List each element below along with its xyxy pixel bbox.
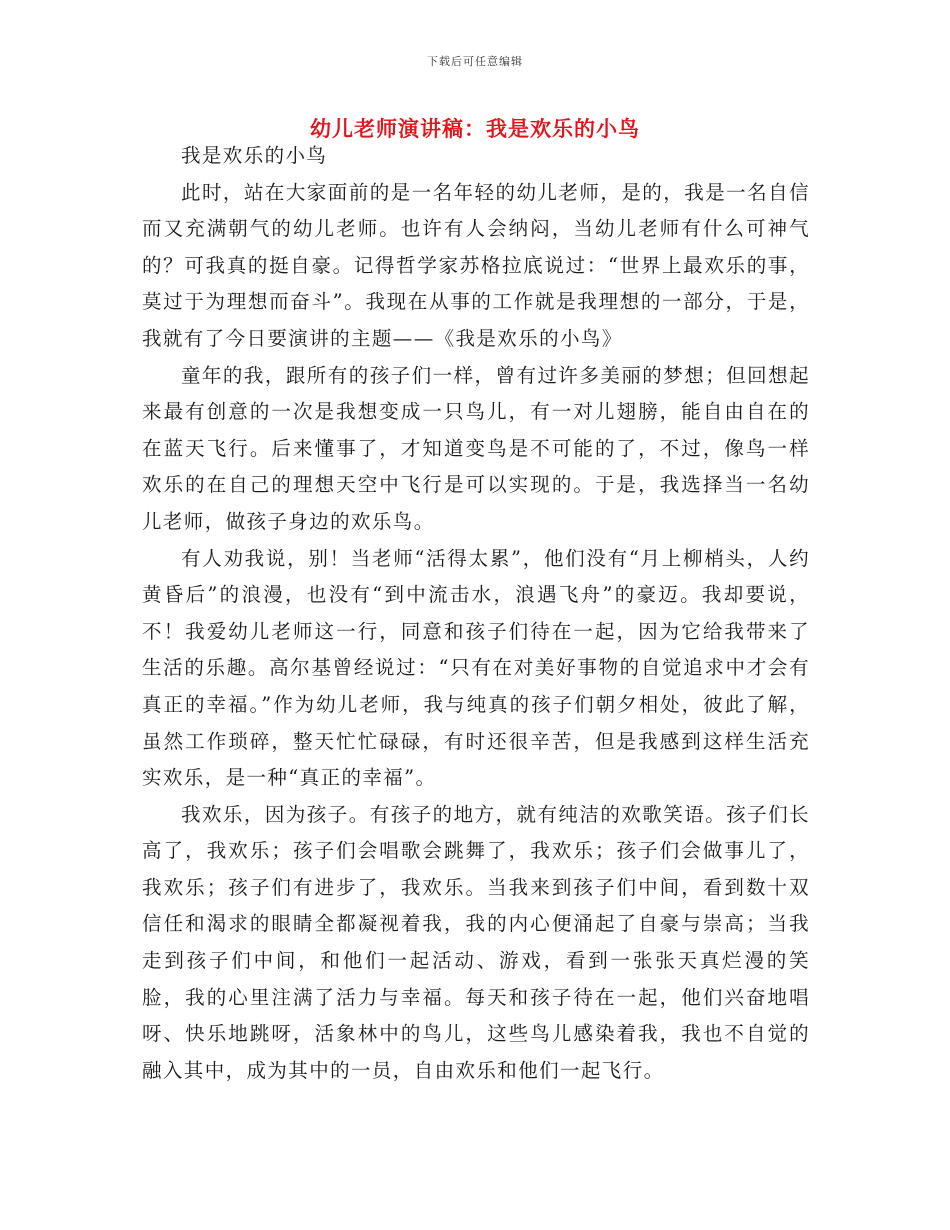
paragraph-3: 有人劝我说，别！当老师“活得太累”，他们没有“月上柳梢头，人约黄昏后”的浪漫，也没有“到中流击水，浪遇飞舟”的豪迈。我却要说，不！我爱幼儿老师这一行，同意和孩子们待在一起，因为它给我带来了生活的乐趣。高尔基曾经说过：“只有在对美好事物的自觉追求中才会有真正的幸福。”作为幼儿老师，我与纯真的孩子们朝夕相处，彼此了解，虽然工作琐碎，整天忙忙碌碌，有时还很辛苦，但是我感到这样生活充实欢乐，是一种“真正的幸福”。 [142,546,810,790]
paragraph-1: 此时，站在大家面前的是一名年轻的幼儿老师，是的，我是一名自信而又充满朝气的幼儿老师。也许有人会纳闷，当幼儿老师有什么可神气的？可我真的挺自豪。记得哲学家苏格拉底说过：“世界上最欢乐的事，莫过于为理想而奋斗”。我现在从事的工作就是我理想的一部分，于是，我就有了今日要演讲的主题——《我是欢乐的小鸟》 [142,180,810,350]
paragraph-2: 童年的我，跟所有的孩子们一样，曾有过许多美丽的梦想；但回想起来最有创意的一次是我想变成一只鸟儿，有一对儿翅膀，能自由自在的在蓝天飞行。后来懂事了，才知道变鸟是不可能的了，不过，像鸟一样欢乐的在自己的理想天空中飞行是可以实现的。于是，我选择当一名幼儿老师，做孩子身边的欢乐鸟。 [142,363,810,533]
document-title: 幼儿老师演讲稿：我是欢乐的小鸟 [310,116,640,141]
document-subtitle: 我是欢乐的小鸟 [181,144,328,167]
paragraph-4: 我欢乐，因为孩子。有孩子的地方，就有纯洁的欢歌笑语。孩子们长高了，我欢乐；孩子们会唱歌会跳舞了，我欢乐；孩子们会做事儿了，我欢乐；孩子们有进步了，我欢乐。当我来到孩子们中间，看到数十双信任和渴求的眼睛全都凝视着我，我的内心便涌起了自豪与崇高；当我走到孩子们中间，和他们一起活动、游戏，看到一张张天真烂漫的笑脸，我的心里注满了活力与幸福。每天和孩子待在一起，他们兴奋地唱呀、快乐地跳呀，活象林中的鸟儿，这些鸟儿感染着我，我也不自觉的融入其中，成为其中的一员，自由欢乐和他们一起飞行。 [142,802,810,1082]
document-body [142,138,810,1089]
header-note: 下载后可任意编辑 [427,55,523,68]
